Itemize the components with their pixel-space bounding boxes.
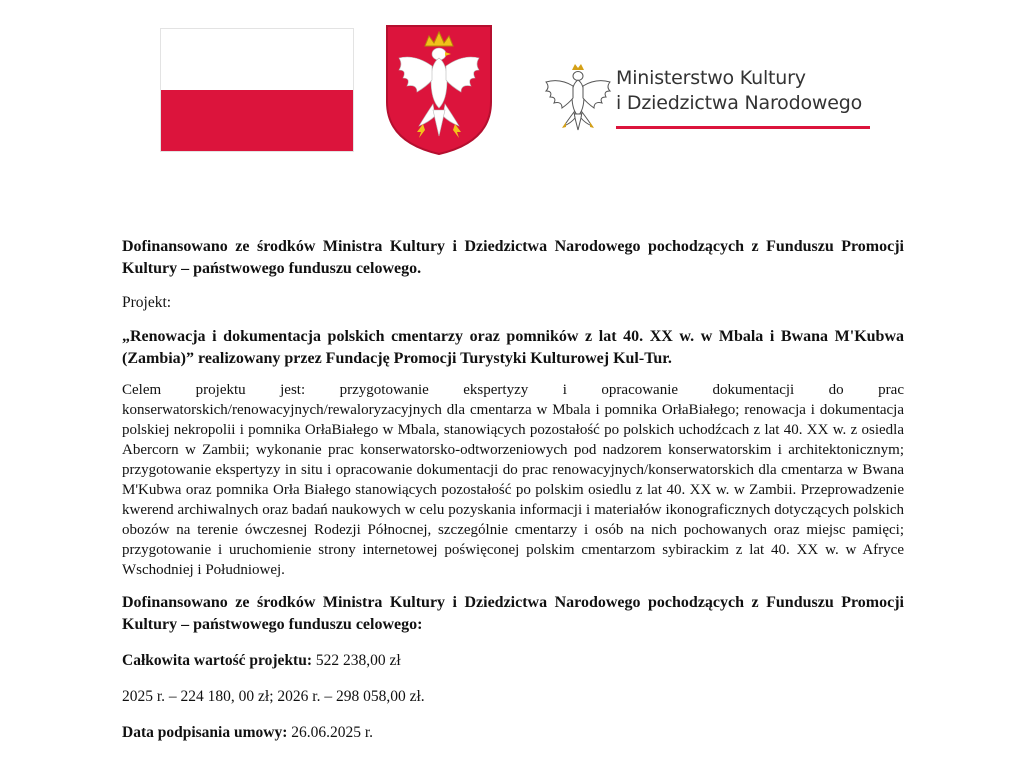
coat-of-arms-emblem bbox=[385, 24, 493, 156]
flag-red-stripe bbox=[161, 90, 353, 151]
eagle-logo-icon bbox=[542, 60, 614, 136]
funding-statement: Dofinansowano ze środków Ministra Kultury i Dziedzictwa Narodowego pochodzących z Funduszu Promocji Kultury – państwowego funduszu celowego. bbox=[122, 238, 904, 277]
ministry-name-line1: Ministerstwo Kultury bbox=[616, 67, 806, 89]
polish-flag bbox=[160, 28, 354, 152]
funding-statement-repeat: Dofinansowano ze środków Ministra Kultury i Dziedzictwa Narodowego pochodzących z Funduszu Promocji Kultury – państwowego funduszu celowego: bbox=[122, 594, 904, 633]
ministry-name-line2: i Dziedzictwa Narodowego bbox=[616, 92, 862, 114]
flag-white-stripe bbox=[161, 29, 353, 90]
signing-date-value: 26.06.2025 r. bbox=[287, 724, 374, 741]
signing-date-label: Data podpisania umowy: bbox=[122, 724, 288, 741]
signing-date-line bbox=[122, 722, 904, 744]
ministry-red-underline bbox=[616, 126, 870, 129]
header bbox=[0, 0, 1024, 170]
project-description: Celem projektu jest: przygotowanie ekspertyzy i opracowanie dokumentacji do prac konserwatorskich/renowacyjnych/rewaloryzacyjnych dla cmentarza w Mbala i pomnika OrłaBiałego; renowacja i dokumentacja polskiej nekropolii i pomnika OrłaBiałego w Mbala, stanowiących pozostałość po polskich uchodźcach z lat 40. XX w. z osiedla Abercorn w Zambii; wykonanie prac konserwatorsko-odtworzeniowych pod nadzorem konserwatorskim i architektonicznym; przygotowanie ekspertyzy in situ i opracowanie dokumentacji do prac renowacyjnych/konserwatorskich dla cmentarza w Bwana M'Kubwa oraz pomnika Orła Białego stanowiących pozostałość po polskim osiedlu z lat 40. XX w. w Zambii. Przeprowadzenie kwerend archiwalnych oraz badań naukowych w celu pozyskania informacji i materiałów ikonograficznych dotyczących polskich obozów na terenie ówczesnej Rodezji Północnej, szczególnie cmentarzy i osób na nich pochowanych oraz miejsc pamięci; przygotowanie i uruchomienie strony internetowej poświęconej polskim cmentarzom sybirackim z lat 40. XX w. w Afryce Wschodniej i Południowej. bbox=[122, 382, 904, 578]
ministry-name bbox=[616, 66, 862, 116]
total-value-label: Całkowita wartość projektu: bbox=[122, 652, 313, 669]
total-value-amount: 522 238,00 zł bbox=[312, 652, 401, 669]
project-title: „Renowacja i dokumentacja polskich cmentarzy oraz pomników z lat 40. XX w. w Mbala i Bwana M'Kubwa (Zambia)” realizowany przez Fundację Promocji Turystyki Kulturowej Kul-Tur. bbox=[122, 328, 904, 367]
document-body bbox=[122, 236, 904, 744]
yearly-breakdown: 2025 r. – 224 180, 00 zł; 2026 r. – 298 058,00 zł. bbox=[122, 688, 425, 705]
project-label: Projekt: bbox=[122, 294, 172, 311]
ministry-logo bbox=[542, 60, 882, 140]
total-value-line bbox=[122, 650, 904, 672]
